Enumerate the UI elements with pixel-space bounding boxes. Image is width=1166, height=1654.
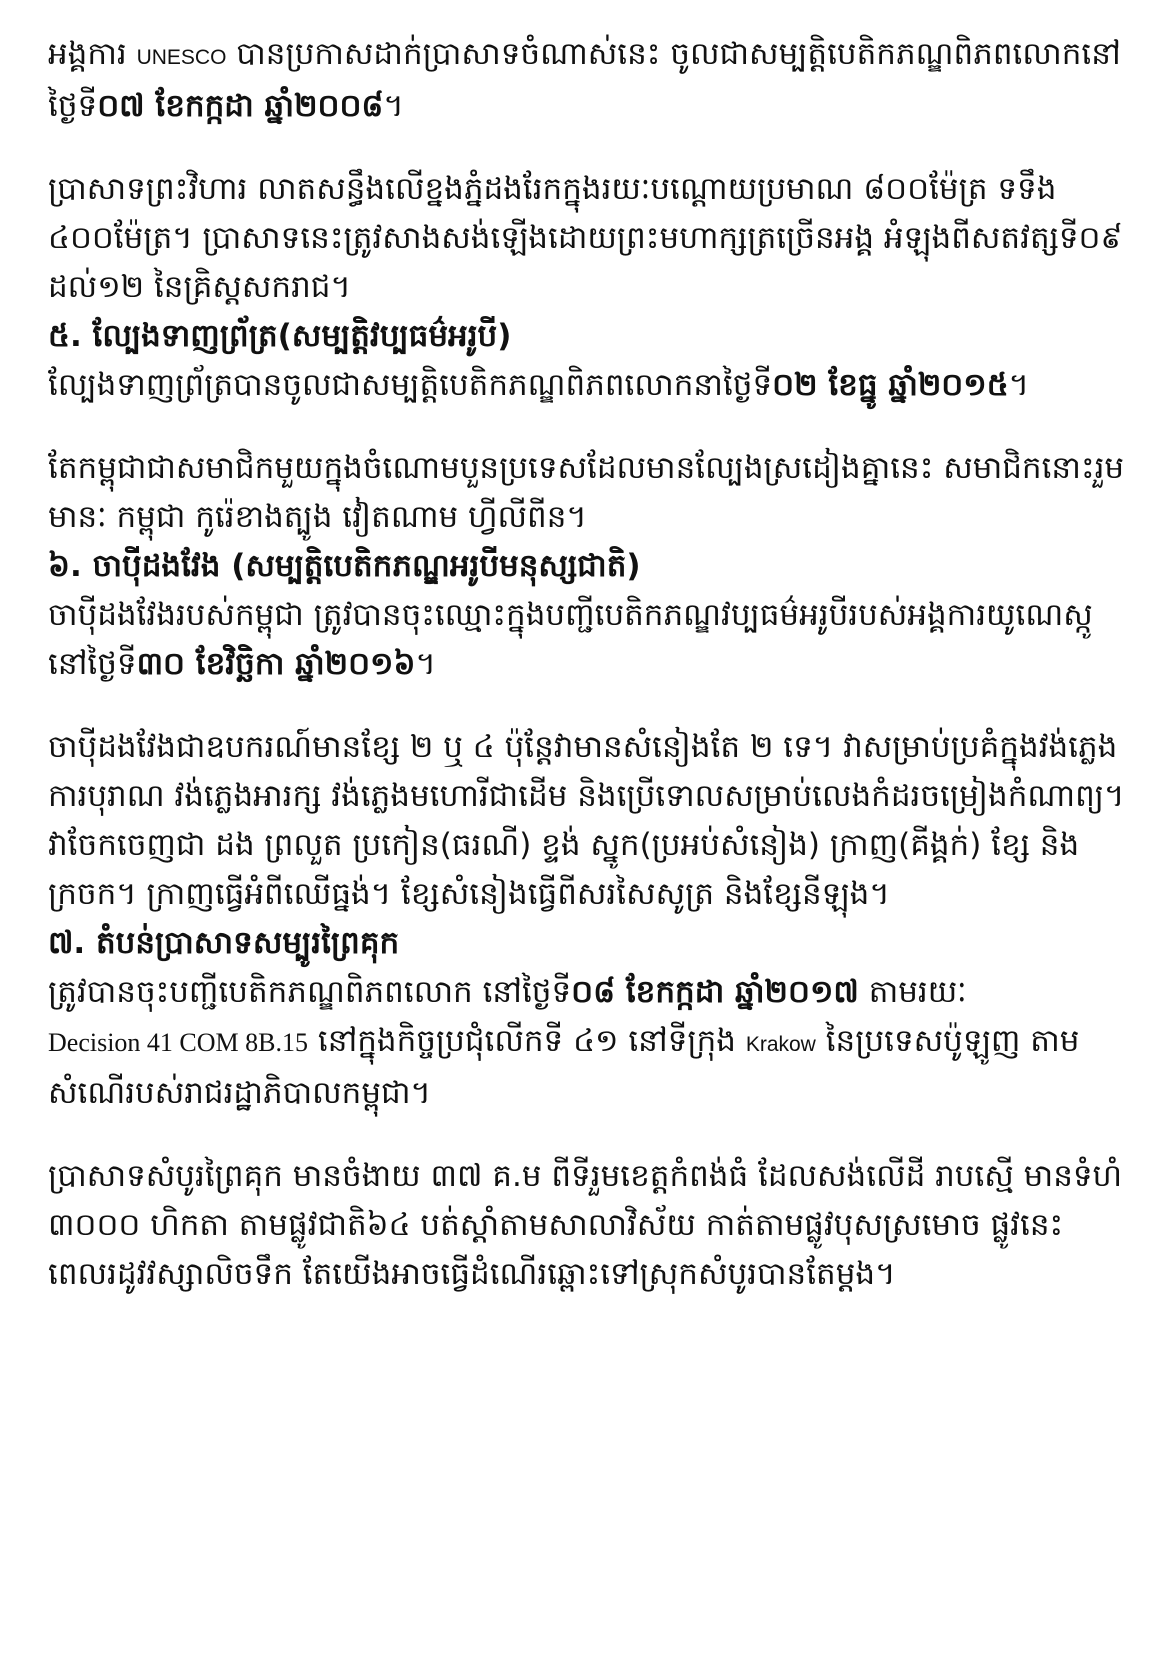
paragraph-sambor-description: ប្រាសាទសំបូរព្រៃគុក មានចំងាយ ៣៧ គ.ម ពីទីរួមខេត្តកំពង់ធំ ដែលសង់លើដី រាបស្មើ មានទំហំ ៣០០០ ហិកតា តាមផ្លូវជាតិ៦៤ បត់ស្ដាំតាមសាលាវិស័យ កាត់តាមផ្លូវបុសស្រមោច ផ្លូវនេះ ពេលរដូវវស្សាលិចទឹក តែយើងអាចធ្វើដំណើរឆ្ពោះទៅស្រុកសំបូរបានតែម្ដង។ (48, 1158, 1123, 1292)
unesco-text: UNESCO (136, 46, 227, 69)
text-run: ចាប៉ីដងវែងរបស់កម្ពុជា ត្រូវបានចុះឈ្មោះក្នុងបញ្ជីបេតិកភណ្ឌវប្បធម៌អរូបីរបស់អង្គការយូណេស្កូ នៅថ្ងៃទី (48, 597, 1093, 682)
paragraph-sambor-inscription (48, 968, 1126, 1118)
text-run: ល្បែងទាញព្រ័ត្របានចូលជាសម្បត្តិបេតិកភណ្ឌពិភពលោកនាថ្ងៃទី (48, 367, 773, 403)
inscription-date: ៣០ ខែវិច្ឆិកា ឆ្នាំ២០១៦ (136, 646, 416, 682)
inscription-date: ០៧ ខែកក្កដា ឆ្នាំ២០០៨ (97, 88, 384, 124)
heading-section-7: ៧. តំបន់ប្រាសាទសម្បូរព្រៃគុក (48, 925, 400, 961)
paragraph-tug-of-war-members: តែកម្ពុជាជាសមាជិកមួយក្នុងចំណោមបួនប្រទេសដែលមានល្បែងស្រដៀងគ្នានេះ សមាជិកនោះរួមមានៈ កម្ពុជា កូរ៉េខាងត្បូង វៀតណាម ហ្វីលីពីន។ (48, 450, 1125, 535)
heading-section-6: ៦. ចាប៉ីដងវែង (សម្បត្តិបេតិកភណ្ឌអរូបីមនុស្សជាតិ) (48, 548, 641, 584)
paragraph-unesco-preah-vihear (48, 30, 1126, 131)
heading-section-5: ៥. ល្បែងទាញព្រ័ត្រ(សម្បត្តិវប្បធម៌អរូបី) (48, 318, 512, 354)
paragraph-chapei-inscription (48, 591, 1126, 689)
text-run: នៅក្នុងកិច្ចប្រជុំលើកទី ៤១ នៅទីក្រុង (308, 1023, 746, 1059)
paragraph-tug-of-war (48, 361, 1126, 410)
text-run: នៃប្រទេសប៉ូឡូញ តាមសំណើរបស់រាជរដ្ឋាភិបាលកម្ពុជា។ (48, 1023, 1080, 1111)
text-run: បានប្រកាសដាក់ប្រាសាទចំណាស់នេះ ចូលជាសម្បត្តិបេតិកភណ្ឌពិភពលោកនៅថ្ងៃទី (48, 36, 1121, 124)
text-run: តាមរយៈ (858, 974, 967, 1010)
decision-reference: Decision 41 COM 8B.15 (48, 1028, 308, 1057)
text-run: ។ (415, 646, 436, 682)
paragraph-preah-vihear-description: ប្រាសាទព្រះវិហារ លាតសន្ធឹងលើខ្នងភ្នំដងរែកក្នុងរយៈបណ្ដោយប្រមាណ ៨០០ម៉ែត្រ ទទឹង ៤០០ម៉ែត្រ។ ប្រាសាទនេះត្រូវសាងសង់ឡើងដោយព្រះមហាក្សត្រច្រើនអង្គ អំឡុងពីសតវត្សទី០៩ ដល់១២ នៃគ្រិស្តសករាជ។ (48, 171, 1123, 305)
text-run: ត្រូវបានចុះបញ្ជីបេតិកភណ្ឌពិភពលោក នៅថ្ងៃទី (48, 974, 572, 1010)
inscription-date: ០៨ ខែកក្កដា ឆ្នាំ២០១៧ (571, 974, 859, 1010)
text-run: ។ (1008, 367, 1030, 403)
krakow-text: Krakow (745, 1033, 816, 1056)
inscription-date: ០២ ខែធ្នូ ឆ្នាំ២០១៥ (772, 367, 1009, 403)
paragraph-chapei-description: ចាប៉ីដងវែងជាឧបករណ៍មានខ្សែ ២ ឬ ៤ ប៉ុន្តែវាមានសំនៀងតែ ២ ទេ។ វាសម្រាប់ប្រគំក្នុងវង់ភ្លេងការបុរាណ វង់ភ្លេងអារក្ស វង់ភ្លេងមហោរីជាដើម និងប្រើទោលសម្រាប់លេងកំដរចម្រៀងកំណាព្យ។ វាចែកចេញជា ដង ព្រលួត ប្រកៀន(ធរណី) ខ្ទង់ ស្នូក(ប្រអប់សំនៀង) ក្រាញ(គីង្គក់) ខ្សែ និងក្រចក។ ក្រាញធ្វើអំពីឈើធ្នង់។ ខ្សែសំនៀងធ្វើពីសរសៃសូត្រ និងខ្សែនីឡុង។ (48, 729, 1125, 912)
text-run: ។ (383, 88, 404, 124)
text-run: អង្គការ (48, 36, 137, 72)
